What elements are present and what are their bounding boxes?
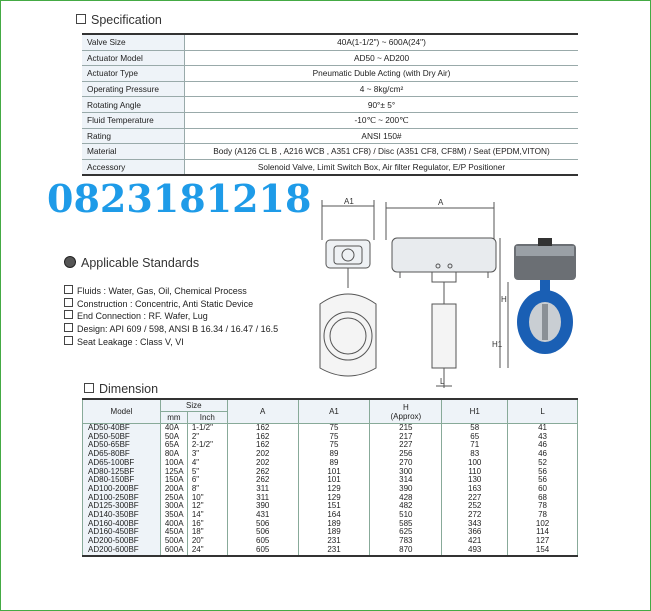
checkbox-icon bbox=[64, 336, 73, 345]
cell-h1: 65 bbox=[442, 433, 508, 442]
cell-h1: 227 bbox=[442, 494, 508, 503]
cell-a1: 164 bbox=[298, 511, 370, 520]
cell-h: 585 bbox=[370, 520, 442, 529]
cell-h: 217 bbox=[370, 433, 442, 442]
cell-mm: 125A bbox=[160, 468, 187, 477]
valve-product-photo bbox=[512, 236, 578, 358]
cell-inch: 3" bbox=[187, 450, 227, 459]
cell-a: 431 bbox=[227, 511, 298, 520]
cell-l: 56 bbox=[508, 468, 578, 477]
header-h-label: H bbox=[402, 402, 409, 412]
cell-l: 68 bbox=[508, 494, 578, 503]
standard-item bbox=[64, 285, 278, 298]
cell-h: 256 bbox=[370, 450, 442, 459]
cell-h1: 58 bbox=[442, 424, 508, 433]
cell-h1: 110 bbox=[442, 468, 508, 477]
cell-mm: 400A bbox=[160, 520, 187, 529]
cell-model: AD200-500BF bbox=[83, 537, 161, 546]
drawing-label-a: A bbox=[438, 198, 444, 207]
cell-model: AD80-125BF bbox=[83, 468, 161, 477]
cell-h1: 343 bbox=[442, 520, 508, 529]
cell-inch: 24" bbox=[187, 546, 227, 556]
cell-model: AD200-600BF bbox=[83, 546, 161, 556]
cell-mm: 50A bbox=[160, 433, 187, 442]
valve-technical-drawing bbox=[300, 192, 510, 392]
cell-mm: 600A bbox=[160, 546, 187, 556]
cell-h: 428 bbox=[370, 494, 442, 503]
cell-a1: 75 bbox=[298, 433, 370, 442]
cell-l: 56 bbox=[508, 476, 578, 485]
cell-h1: 252 bbox=[442, 502, 508, 511]
cell-l: 52 bbox=[508, 459, 578, 468]
cell-model: AD50-65BF bbox=[83, 441, 161, 450]
cell-h1: 272 bbox=[442, 511, 508, 520]
spec-value: AD50 ~ AD200 bbox=[185, 50, 579, 66]
cell-mm: 350A bbox=[160, 511, 187, 520]
cell-h1: 130 bbox=[442, 476, 508, 485]
cell-h1: 421 bbox=[442, 537, 508, 546]
spec-value: -10℃ ~ 200℃ bbox=[185, 112, 579, 128]
cell-model: AD140-350BF bbox=[83, 511, 161, 520]
cell-h: 870 bbox=[370, 546, 442, 556]
drawing-label-l: L bbox=[440, 377, 445, 386]
phone-number: 0823181218 bbox=[47, 176, 312, 221]
cell-a: 390 bbox=[227, 502, 298, 511]
cell-l: 41 bbox=[508, 424, 578, 433]
cell-inch: 2-1/2" bbox=[187, 441, 227, 450]
cell-mm: 80A bbox=[160, 450, 187, 459]
cell-h1: 71 bbox=[442, 441, 508, 450]
standard-text: Construction : Concentric, Anti Static Device bbox=[77, 298, 254, 309]
cell-model: AD100-250BF bbox=[83, 494, 161, 503]
cell-h: 300 bbox=[370, 468, 442, 477]
standard-text: Seat Leakage : Class V, VI bbox=[77, 336, 184, 347]
spec-label: Accessory bbox=[82, 159, 185, 175]
standard-text: Design: API 609 / 598, ANSI B 16.34 / 16.47 / 16.5 bbox=[77, 324, 279, 335]
cell-l: 114 bbox=[508, 528, 578, 537]
cell-h1: 366 bbox=[442, 528, 508, 537]
bullet-icon bbox=[64, 256, 76, 268]
cell-l: 78 bbox=[508, 511, 578, 520]
dimension-heading: Dimension bbox=[84, 382, 158, 396]
cell-h1: 163 bbox=[442, 485, 508, 494]
cell-h1: 100 bbox=[442, 459, 508, 468]
cell-a: 311 bbox=[227, 485, 298, 494]
spec-row bbox=[82, 97, 578, 113]
checkbox-icon bbox=[64, 285, 73, 294]
cell-a1: 189 bbox=[298, 528, 370, 537]
spec-value: Solenoid Valve, Limit Switch Box, Air filter Regulator, E/P Positioner bbox=[185, 159, 579, 175]
standard-item bbox=[64, 310, 278, 323]
cell-h1: 493 bbox=[442, 546, 508, 556]
cell-model: AD65-80BF bbox=[83, 450, 161, 459]
header-l: L bbox=[508, 399, 578, 424]
spec-label: Operating Pressure bbox=[82, 81, 185, 97]
checkbox-icon bbox=[64, 323, 73, 332]
cell-a: 202 bbox=[227, 459, 298, 468]
cell-a: 605 bbox=[227, 537, 298, 546]
cell-mm: 200A bbox=[160, 485, 187, 494]
spec-label: Actuator Model bbox=[82, 50, 185, 66]
dimension-table bbox=[82, 398, 578, 557]
cell-mm: 100A bbox=[160, 459, 187, 468]
checkbox-icon bbox=[64, 310, 73, 319]
cell-a: 262 bbox=[227, 468, 298, 477]
cell-a: 262 bbox=[227, 476, 298, 485]
cell-h: 270 bbox=[370, 459, 442, 468]
spec-value: 4 ~ 8kg/cm² bbox=[185, 81, 579, 97]
spec-row bbox=[82, 159, 578, 175]
cell-model: AD160-400BF bbox=[83, 520, 161, 529]
cell-a1: 129 bbox=[298, 494, 370, 503]
header-h1: H1 bbox=[442, 399, 508, 424]
spec-label: Rotating Angle bbox=[82, 97, 185, 113]
cell-a: 202 bbox=[227, 450, 298, 459]
cell-l: 127 bbox=[508, 537, 578, 546]
cell-inch: 2" bbox=[187, 433, 227, 442]
cell-mm: 65A bbox=[160, 441, 187, 450]
cell-a1: 151 bbox=[298, 502, 370, 511]
header-mm: mm bbox=[160, 412, 187, 424]
cell-a1: 231 bbox=[298, 546, 370, 556]
header-model: Model bbox=[83, 399, 161, 424]
standards-heading: Applicable Standards bbox=[64, 256, 199, 270]
cell-mm: 300A bbox=[160, 502, 187, 511]
cell-a1: 75 bbox=[298, 441, 370, 450]
cell-l: 46 bbox=[508, 441, 578, 450]
checkbox-icon bbox=[76, 14, 86, 24]
cell-inch: 1-1/2" bbox=[187, 424, 227, 433]
header-size: Size bbox=[160, 399, 227, 412]
cell-a1: 101 bbox=[298, 476, 370, 485]
cell-a: 162 bbox=[227, 424, 298, 433]
cell-mm: 40A bbox=[160, 424, 187, 433]
drawing-label-h: H bbox=[501, 295, 507, 304]
spec-row bbox=[82, 81, 578, 97]
cell-inch: 18" bbox=[187, 528, 227, 537]
cell-mm: 150A bbox=[160, 476, 187, 485]
cell-a1: 75 bbox=[298, 424, 370, 433]
spec-value: 90°± 5° bbox=[185, 97, 579, 113]
spec-row bbox=[82, 66, 578, 82]
cell-l: 60 bbox=[508, 485, 578, 494]
spec-row bbox=[82, 50, 578, 66]
specification-table bbox=[82, 33, 578, 176]
cell-h: 482 bbox=[370, 502, 442, 511]
cell-a: 162 bbox=[227, 433, 298, 442]
cell-a1: 101 bbox=[298, 468, 370, 477]
cell-l: 78 bbox=[508, 502, 578, 511]
cell-a1: 89 bbox=[298, 459, 370, 468]
drawing-label-a1: A1 bbox=[344, 197, 354, 206]
cell-mm: 450A bbox=[160, 528, 187, 537]
cell-model: AD65-100BF bbox=[83, 459, 161, 468]
cell-inch: 12" bbox=[187, 502, 227, 511]
cell-h1: 83 bbox=[442, 450, 508, 459]
spec-value: Body (A126 CL B , A216 WCB , A351 CF8) / Disc (A351 CF8, CF8M) / Seat (EPDM,VITON) bbox=[185, 144, 579, 160]
spec-row bbox=[82, 144, 578, 160]
cell-inch: 20" bbox=[187, 537, 227, 546]
standard-item bbox=[64, 298, 278, 311]
spec-value: 40A(1-1/2") ~ 600A(24") bbox=[185, 34, 579, 50]
cell-inch: 16" bbox=[187, 520, 227, 529]
cell-h: 314 bbox=[370, 476, 442, 485]
cell-h: 625 bbox=[370, 528, 442, 537]
header-a: A bbox=[227, 399, 298, 424]
cell-inch: 14" bbox=[187, 511, 227, 520]
cell-a1: 231 bbox=[298, 537, 370, 546]
spec-label: Rating bbox=[82, 128, 185, 144]
cell-mm: 500A bbox=[160, 537, 187, 546]
cell-h: 215 bbox=[370, 424, 442, 433]
drawing-label-h1: H1 bbox=[492, 340, 503, 349]
cell-h: 783 bbox=[370, 537, 442, 546]
cell-inch: 6" bbox=[187, 476, 227, 485]
header-a1: A1 bbox=[298, 399, 370, 424]
standards-list bbox=[64, 285, 278, 349]
cell-model: AD160-450BF bbox=[83, 528, 161, 537]
cell-a: 605 bbox=[227, 546, 298, 556]
standard-item bbox=[64, 336, 278, 349]
standard-text: End Connection : RF. Wafer, Lug bbox=[77, 311, 208, 322]
spec-label: Valve Size bbox=[82, 34, 185, 50]
cell-model: AD50-40BF bbox=[83, 424, 161, 433]
spec-label: Material bbox=[82, 144, 185, 160]
standard-item bbox=[64, 323, 278, 336]
spec-value: Pneumatic Duble Acting (with Dry Air) bbox=[185, 66, 579, 82]
cell-a: 162 bbox=[227, 441, 298, 450]
table-row bbox=[83, 546, 578, 556]
cell-inch: 8" bbox=[187, 485, 227, 494]
header-h bbox=[370, 399, 442, 424]
cell-model: AD50-50BF bbox=[83, 433, 161, 442]
cell-a1: 89 bbox=[298, 450, 370, 459]
cell-model: AD100-200BF bbox=[83, 485, 161, 494]
checkbox-icon bbox=[84, 383, 94, 393]
checkbox-icon bbox=[64, 298, 73, 307]
cell-inch: 10" bbox=[187, 494, 227, 503]
header-inch: Inch bbox=[187, 412, 227, 424]
spec-value: ANSI 150# bbox=[185, 128, 579, 144]
cell-model: AD80-150BF bbox=[83, 476, 161, 485]
standard-text: Fluids : Water, Gas, Oil, Chemical Process bbox=[77, 286, 247, 296]
cell-a: 506 bbox=[227, 528, 298, 537]
cell-l: 43 bbox=[508, 433, 578, 442]
spec-row bbox=[82, 128, 578, 144]
header-h-approx: (Approx) bbox=[390, 411, 422, 421]
cell-inch: 5" bbox=[187, 468, 227, 477]
cell-h: 227 bbox=[370, 441, 442, 450]
spec-row bbox=[82, 112, 578, 128]
cell-h: 390 bbox=[370, 485, 442, 494]
spec-row bbox=[82, 34, 578, 50]
cell-a1: 129 bbox=[298, 485, 370, 494]
cell-a1: 189 bbox=[298, 520, 370, 529]
cell-mm: 250A bbox=[160, 494, 187, 503]
spec-label: Actuator Type bbox=[82, 66, 185, 82]
cell-l: 46 bbox=[508, 450, 578, 459]
cell-h: 510 bbox=[370, 511, 442, 520]
cell-model: AD125-300BF bbox=[83, 502, 161, 511]
cell-a: 311 bbox=[227, 494, 298, 503]
cell-l: 102 bbox=[508, 520, 578, 529]
cell-inch: 4" bbox=[187, 459, 227, 468]
cell-a: 506 bbox=[227, 520, 298, 529]
cell-l: 154 bbox=[508, 546, 578, 556]
specification-heading: Specification bbox=[76, 13, 162, 27]
spec-label: Fluid Temperature bbox=[82, 112, 185, 128]
